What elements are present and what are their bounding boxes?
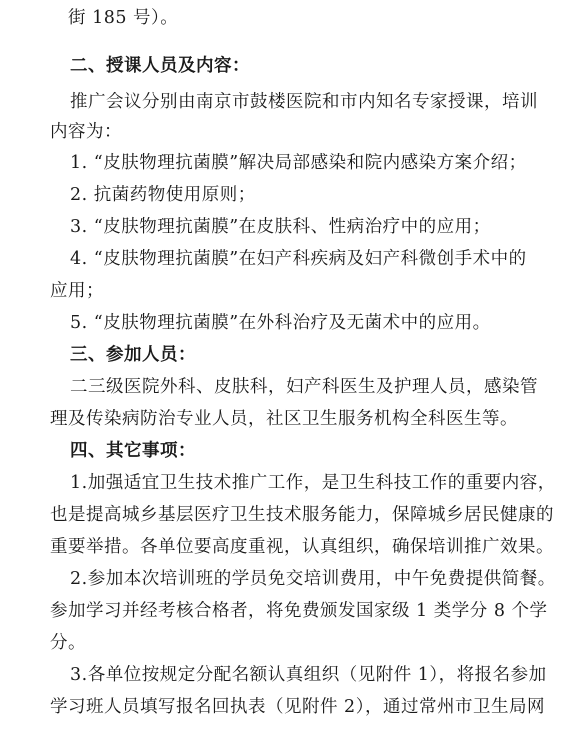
- text-line: 二三级医院外科、皮肤科，妇产科医生及护理人员，感染管: [70, 377, 538, 397]
- text-line: 内容为：: [50, 122, 122, 142]
- text-line: 1.加强适宜卫生技术推广工作，是卫生科技工作的重要内容，: [70, 473, 556, 493]
- text-line: 2.参加本次培训班的学员免交培训费用，中午免费提供简餐。: [70, 569, 556, 589]
- text-line: 学习班人员填写报名回执表（见附件 2），通过常州市卫生局网: [50, 697, 545, 717]
- list-item: 1. “皮肤物理抗菌膜”解决局部感染和院内感染方案介绍；: [70, 153, 527, 173]
- text-line: 理及传染病防治专业人员，社区卫生服务机构全科医生等。: [50, 409, 518, 429]
- list-item: 2. 抗菌药物使用原则；: [70, 185, 256, 205]
- text-line: 也是提高城乡基层医疗卫生技术服务能力，保障城乡居民健康的: [50, 505, 554, 525]
- section-heading-teaching: 二、授课人员及内容：: [70, 56, 250, 76]
- list-item: 3. “皮肤物理抗菌膜”在皮肤科、性病治疗中的应用；: [70, 217, 491, 237]
- text-line: 街 185 号）。: [68, 8, 179, 28]
- text-line: 3.各单位按规定分配名额认真组织（见附件 1），将报名参加: [70, 665, 547, 685]
- list-item: 4. “皮肤物理抗菌膜”在妇产科疾病及妇产科微创手术中的: [70, 249, 527, 269]
- section-heading-other: 四、其它事项：: [70, 441, 196, 461]
- list-item-continuation: 应用；: [50, 281, 104, 301]
- text-line: 推广会议分别由南京市鼓楼医院和市内知名专家授课，培训: [70, 92, 538, 112]
- text-line: 分。: [50, 633, 86, 653]
- list-item: 5. “皮肤物理抗菌膜”在外科治疗及无菌术中的应用。: [70, 313, 491, 333]
- section-heading-participants: 三、参加人员：: [70, 345, 196, 365]
- text-line: 重要举措。各单位要高度重视，认真组织，确保培训推广效果。: [50, 537, 554, 557]
- text-line: 参加学习并经考核合格者，将免费颁发国家级 1 类学分 8 个学: [50, 601, 548, 621]
